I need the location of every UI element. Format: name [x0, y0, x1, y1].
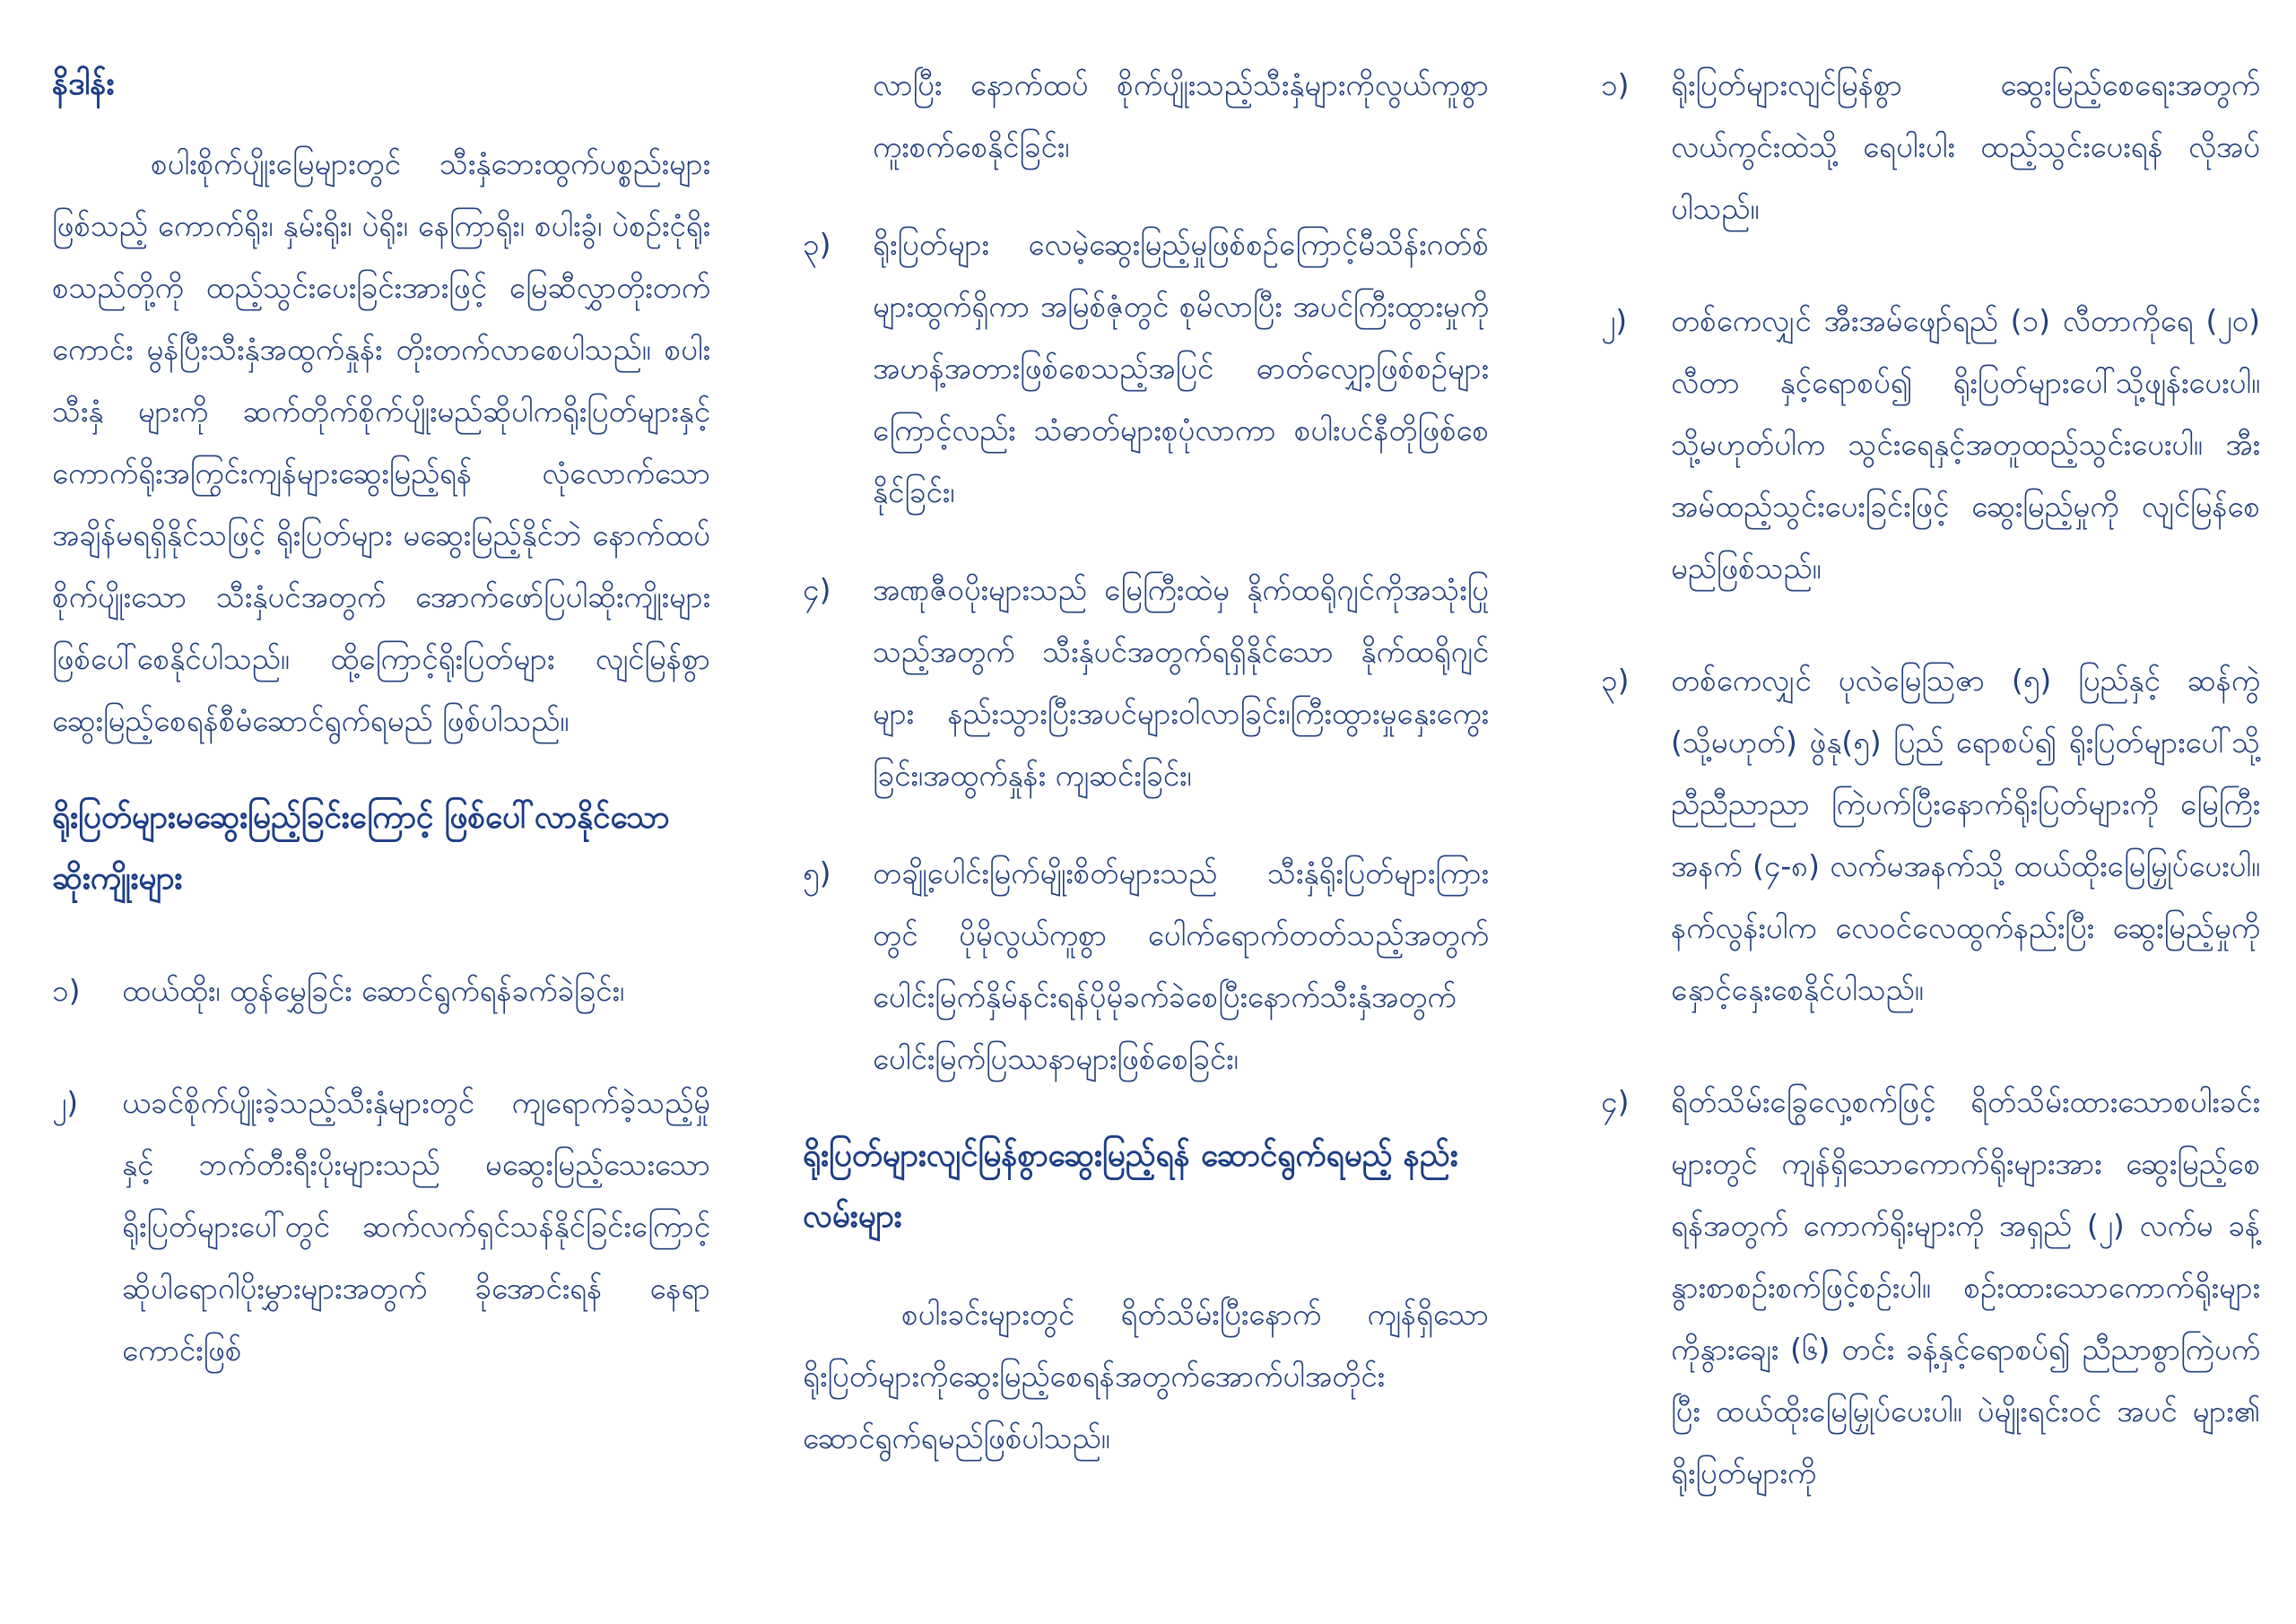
item-text: ရိုးပြတ်များလျင်မြန်စွာ ဆွေးမြည့်စေရေးအတွက် လယ်ကွင်းထဲသို့ ရေပါးပါး ထည့်သွင်းပေးရန် လိုအပ်ပါသည်။ [1671, 67, 2260, 226]
column-right [1601, 54, 2260, 1504]
list-item-continued [803, 54, 1489, 178]
item-text: အဏုဇီဝပိုးများသည် မြေကြီးထဲမှ နိုက်ထရိုဂျင်ကိုအသုံးပြုသည့်အတွက် သီးနှံပင်အတွက်ရရှိနိုင်သော နိုက်ထရိုဂျင်များ နည်းသွားပြီးအပင်များဝါလာခြင်း၊ကြီးထွားမှုနှေးကွေးခြင်း၊အထွက်နှုန်း ကျဆင်းခြင်း၊ [873, 572, 1489, 793]
item-number: ၂) [52, 1085, 79, 1120]
item-number: ၁) [52, 973, 81, 1008]
list-item [1601, 54, 2260, 239]
method-heading: ရိုးပြတ်များလျင်မြန်စွာဆွေးမြည့်ရန် ဆောင်ရွက်ရမည့် နည်းလမ်းများ [803, 1138, 1458, 1235]
list-item [803, 559, 1489, 806]
item-number: ၃) [1601, 663, 1630, 698]
list-item [1601, 649, 2260, 1020]
item-text: ရိတ်သိမ်းခြွေလှေ့စက်ဖြင့် ရိတ်သိမ်းထားသောစပါးခင်းများတွင် ကျန်ရှိသောကောက်ရိုးများအား ဆွေးမြည့်စေရန်အတွက် ကောက်ရိုးများကို အရှည် (၂) လက်မ ခန့် နွားစာစဉ်းစက်ဖြင့်စဉ်းပါ။ စဉ်းထားသောကောက်ရိုးများကိုနွားချေး (၆) တင်း ခန့်နှင့်ရောစပ်၍ ညီညာစွာကြဲပက်ပြီး ထယ်ထိုးမြေမြှုပ်ပေးပါ။ ပဲမျိုးရင်းဝင် အပင် များ၏ ရိုးပြတ်များကို [1671, 1084, 2260, 1490]
method-intro: စပါးခင်းများတွင် ရိတ်သိမ်းပြီးနောက် ကျန်ရှိသောရိုးပြတ်များကိုဆွေးမြည့်စေရန်အတွက်အောက်ပါအတိုင်း ဆောင်ရွက်ရမည်ဖြစ်ပါသည်။ [803, 1297, 1489, 1455]
list-item [803, 842, 1489, 1090]
intro-heading: နိဒါန်း [52, 66, 115, 102]
item-number: ၅) [803, 855, 831, 890]
list-item [1601, 1071, 2260, 1504]
item-number: ၃) [803, 227, 831, 262]
item-text: လာပြီး နောက်ထပ် စိုက်ပျိုးသည့်သီးနှံများကိုလွယ်ကူစွာ ကူးစက်စေနိုင်ခြင်း၊ [873, 67, 1489, 164]
list-item [52, 1072, 710, 1381]
column-left [52, 54, 710, 1381]
item-text: ယခင်စိုက်ပျိုးခဲ့သည့်သီးနှံများတွင် ကျရောက်ခဲ့သည့်မှိုနှင့် ဘက်တီးရီးပိုးများသည် မဆွေးမြည့်သေးသော ရိုးပြတ်များပေါ်တွင် ဆက်လက်ရှင်သန်နိုင်ခြင်းကြောင့် ဆိုပါရောဂါပိုးမွှားများအတွက် ခိုအောင်းရန် နေရာကောင်းဖြစ် [122, 1085, 710, 1368]
item-text: တစ်ကေလျှင် ပုလဲမြေသြဇာ (၅) ပြည်နှင့် ဆန်ကွဲ (သို့မဟုတ်) ဖွဲနု(၅) ပြည် ရောစပ်၍ ရိုးပြတ်များပေါ်သို့ ညီညီညာညာ ကြဲပက်ပြီးနောက်ရိုးပြတ်များကို မြေကြီးအနက် (၄-၈) လက်မအနက်သို့ ထယ်ထိုးမြေမြှုပ်ပေးပါ။ နက်လွန်းပါက လေဝင်လေထွက်နည်းပြီး ဆွေးမြည့်မှုကိုနှောင့်နှေးစေနိုင်ပါသည်။ [1671, 663, 2260, 1007]
intro-paragraph: စပါးစိုက်ပျိုးမြေများတွင် သီးနှံဘေးထွက်ပစ္စည်းများဖြစ်သည့် ကောက်ရိုး၊ နှမ်းရိုး၊ ပဲရိုး၊ နေကြာရိုး၊ စပါးခွံ၊ ပဲစဉ်းငုံရိုး စသည်တို့ကို ထည့်သွင်းပေးခြင်းအားဖြင့် မြေဆီလွှာတိုးတက်ကောင်း မွန်ပြီးသီးနှံအထွက်နှုန်း တိုးတက်လာစေပါသည်။ စပါးသီးနှံ များကို ဆက်တိုက်စိုက်ပျိုးမည်ဆိုပါကရိုးပြတ်များနှင့် ကောက်ရိုးအကြွင်းကျန်များဆွေးမြည့်ရန် လုံလောက်သော အချိန်မရရှိနိုင်သဖြင့် ရိုးပြတ်များ မဆွေးမြည့်နိုင်ဘဲ နောက်ထပ်စိုက်ပျိုးသော သီးနှံပင်အတွက် အောက်ဖော်ပြပါဆိုးကျိုးများ ဖြစ်ပေါ်စေနိုင်ပါသည်။ ထို့ကြောင့်ရိုးပြတ်များ လျင်မြန်စွာ ဆွေးမြည့်စေရန်စီမံဆောင်ရွက်ရမည် ဖြစ်ပါသည်။ [52, 146, 710, 738]
item-number: ၁) [1601, 67, 1630, 102]
harm-heading: ရိုးပြတ်များမဆွေးမြည့်ခြင်းကြောင့် ဖြစ်ပေါ်လာနိုင်သော ဆိုးကျိုးများ [52, 800, 670, 897]
item-number: ၄) [803, 572, 831, 607]
list-item [1601, 290, 2260, 599]
item-number: ၄) [1601, 1084, 1630, 1119]
column-middle [803, 54, 1489, 1469]
item-number: ၂) [1601, 303, 1628, 338]
item-text: ထယ်ထိုး၊ ထွန်မွှေခြင်း ဆောင်ရွက်ရန်ခက်ခဲခြင်း၊ [122, 973, 625, 1008]
item-text: တချို့ပေါင်းမြက်မျိုးစိတ်များသည် သီးနှံရိုးပြတ်များကြားတွင် ပိုမိုလွယ်ကူစွာ ပေါက်ရောက်တတ်သည့်အတွက် ပေါင်းမြက်နှိမ်နင်းရန်ပိုမိုခက်ခဲစေပြီးနောက်သီးနှံအတွက် ပေါင်းမြက်ပြဿနာများဖြစ်စေခြင်း၊ [873, 855, 1489, 1076]
item-text: ရိုးပြတ်များ လေမဲ့ဆွေးမြည့်မှုဖြစ်စဉ်ကြောင့်မီသိန်းဂတ်စ်များထွက်ရှိကာ အမြစ်ဇုံတွင် စုမိလာပြီး အပင်ကြီးထွားမှုကို အဟန့်အတားဖြစ်စေသည့်အပြင် ဓာတ်လျှော့ဖြစ်စဉ်များကြောင့်လည်း သံဓာတ်များစုပုံလာကာ စပါးပင်နီတိုဖြစ်စေနိုင်ခြင်း၊ [873, 227, 1489, 509]
list-item [52, 960, 710, 1021]
list-item [803, 213, 1489, 523]
item-text: တစ်ကေလျှင် အီးအမ်ဖျော်ရည် (၁) လီတာကိုရေ (၂၀) လီတာ နှင့်ရောစပ်၍ ရိုးပြတ်များပေါ်သို့ဖျန်းပေးပါ။ သို့မဟုတ်ပါက သွင်းရေနှင့်အတူထည့်သွင်းပေးပါ။ အီးအမ်ထည့်သွင်းပေးခြင်းဖြင့် ဆွေးမြည့်မှုကို လျင်မြန်စေမည်ဖြစ်သည်။ [1671, 303, 2260, 586]
